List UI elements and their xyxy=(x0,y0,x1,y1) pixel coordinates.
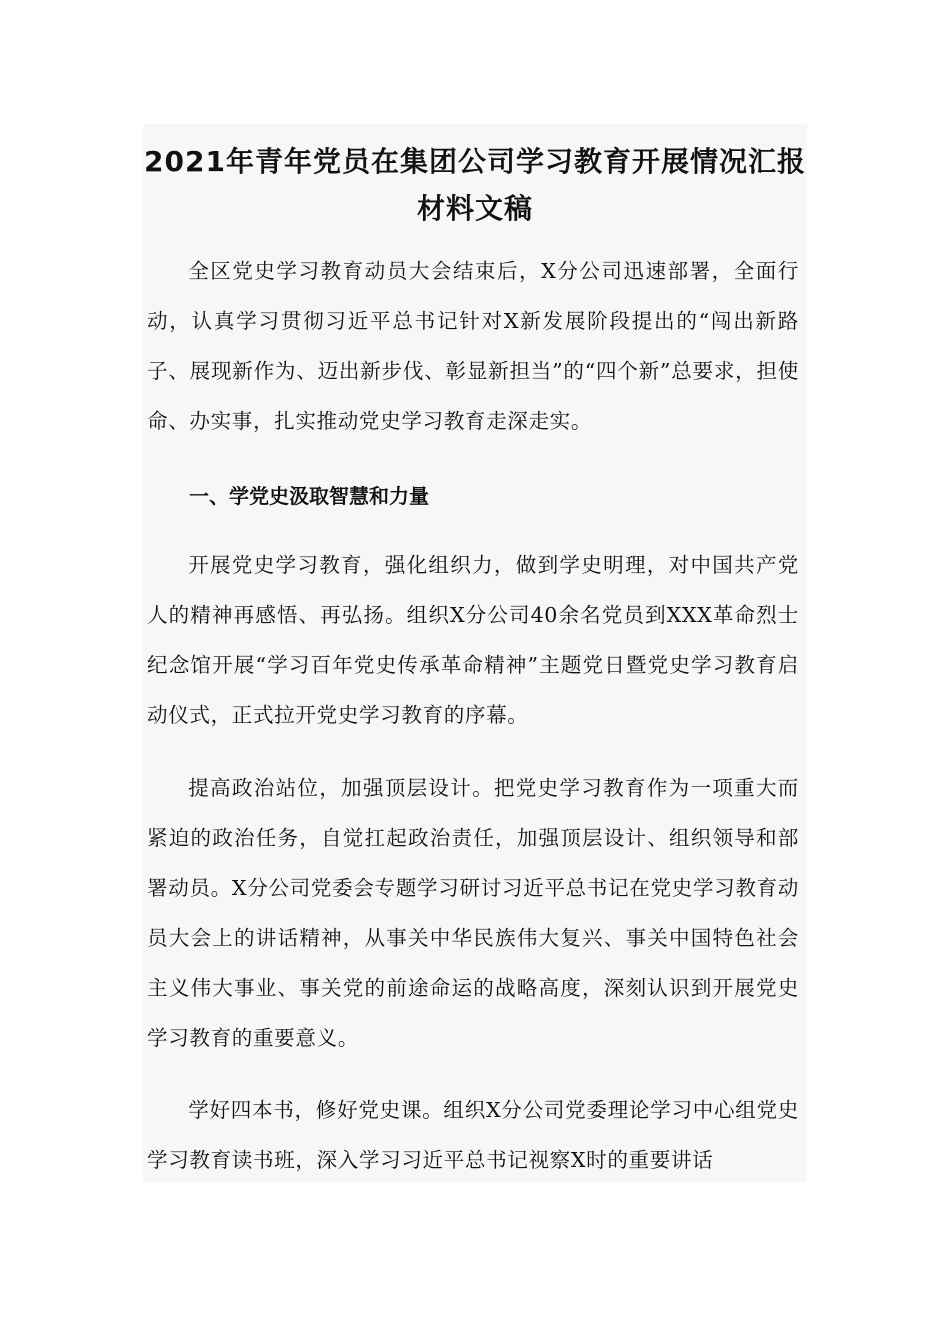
paragraph-intro: 全区党史学习教育动员大会结束后，X分公司迅速部署，全面行动，认真学习贯彻习近平总书记针对X新发展阶段提出的“闯出新路子、展现新作为、迈出新步伐、彰显新担当”的“四个新”总要求，担使命、办实事，扎实推动党史学习教育走深走实。 xyxy=(147,259,799,433)
document-page xyxy=(143,124,807,1182)
paragraph-body: 学好四本书，修好党史课。组织X分公司党委理论学习中心组党史学习教育读书班，深入学习习近平总书记视察X时的重要讲话 xyxy=(147,1098,799,1172)
document-title-line-1: 2021年青年党员在集团公司学习教育开展情况汇报 xyxy=(144,145,806,178)
document-title-line-2: 材料文稿 xyxy=(416,192,533,225)
paragraph-body: 提高政治站位，加强顶层设计。把党史学习教育作为一项重大而紧迫的政治任务，自觉扛起政治责任，加强顶层设计、组织领导和部署动员。X分公司党委会专题学习研讨习近平总书记在党史学习教育动员大会上的讲话精神，从事关中华民族伟大复兴、事关中国特色社会主义伟大事业、事关党的前途命运的战略高度，深刻认识到开展党史学习教育的重要意义。 xyxy=(147,776,799,1050)
section-heading: 一、学党史汲取智慧和力量 xyxy=(189,484,429,508)
paragraph-body: 开展党史学习教育，强化组织力，做到学史明理，对中国共产党人的精神再感悟、再弘扬。组织X分公司40余名党员到XXX革命烈士纪念馆开展“学习百年党史传承革命精神”主题党日暨党史学习教育启动仪式，正式拉开党史学习教育的序幕。 xyxy=(147,553,799,727)
